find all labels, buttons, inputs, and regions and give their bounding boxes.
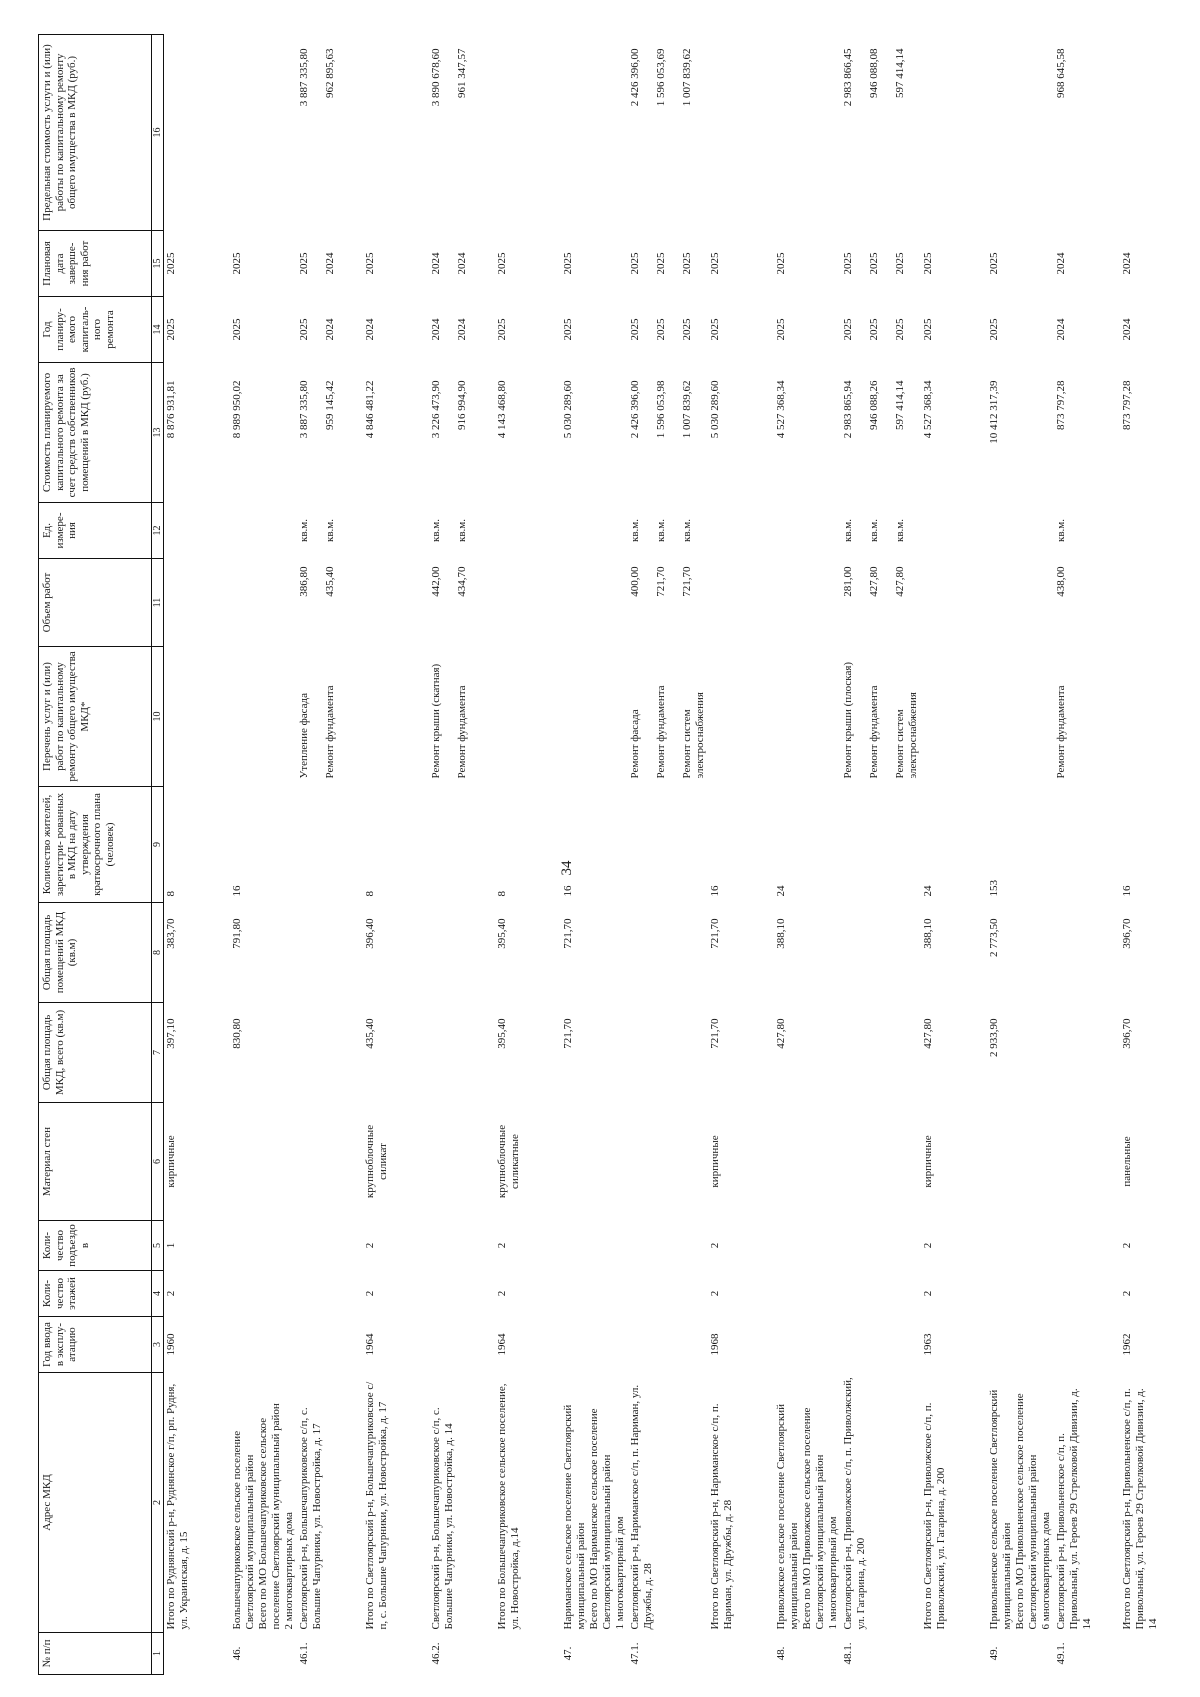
- table-cell: [1054, 903, 1120, 1003]
- table-cell: [841, 1317, 921, 1373]
- table-cell: [164, 1633, 231, 1675]
- column-header-12: Ед. измере- ния: [39, 503, 152, 559]
- table-cell: 396,40: [364, 918, 376, 949]
- table-cell: 46.: [231, 1646, 243, 1661]
- column-header-2: Адрес МКД: [39, 1373, 152, 1633]
- table-cell: 2025 2024: [298, 318, 336, 341]
- table-cell: Итого по Светлоярский р-н, Привольненское с/п, п. Привольный, ул. Героев 29 Стрелковой Дивизии, д. 14: [1121, 1388, 1159, 1630]
- table-cell: 1962: [1121, 1333, 1133, 1356]
- table-cell: [987, 35, 1054, 231]
- column-header-14: Год планиру- емого капиталь- ного ремонта: [39, 297, 152, 363]
- table-cell: [1120, 35, 1186, 231]
- column-header-7: Общая площадь МКД, всего (кв.м): [39, 1003, 152, 1103]
- column-number-14: 14: [152, 297, 164, 363]
- table-cell: 873 797,28: [1055, 380, 1067, 430]
- table-cell: [774, 559, 841, 647]
- table-cell: Итого по Светлоярский р-н, Большечапуриковское с/п, с. Большие Чапурники, ул. Новостройка, д. 17: [364, 1381, 389, 1630]
- table-cell: [230, 503, 297, 559]
- table-cell: [561, 1221, 628, 1271]
- table-cell: [774, 1221, 841, 1271]
- table-cell: 2025 2025 2025: [629, 318, 693, 341]
- table-cell: [561, 647, 628, 787]
- table-cell: 396,70: [1121, 1018, 1133, 1049]
- table-cell: [561, 35, 628, 231]
- table-cell: 2025: [231, 252, 243, 275]
- table-cell: 2024 2024: [430, 252, 468, 275]
- table-cell: 721,70: [562, 1018, 574, 1049]
- table-cell: 873 797,28: [1121, 380, 1133, 430]
- table-cell: 47.: [562, 1646, 574, 1661]
- table-cell: 2025: [922, 252, 934, 275]
- table-cell: Итого по Большечапуриковское сельское поселение, ул. Новостройка, д.14: [496, 1383, 521, 1630]
- table-cell: [774, 1103, 841, 1221]
- table-cell: [495, 559, 561, 647]
- table-cell: [774, 1317, 841, 1373]
- table-cell: 3 226 473,90 916 994,90: [430, 380, 468, 439]
- table-cell: [164, 647, 231, 787]
- table-row: [841, 35, 921, 1675]
- table-cell: [297, 1271, 363, 1317]
- table-cell: [230, 559, 297, 647]
- table-cell: [1054, 787, 1120, 903]
- table-row: [561, 35, 628, 1675]
- table-cell: 2025 2025 2025: [629, 252, 693, 275]
- table-cell: 46.1.: [298, 1642, 310, 1665]
- table-cell: [363, 35, 429, 231]
- column-header-1: № п/п: [39, 1633, 152, 1675]
- table-cell: 10 412 317,39: [988, 380, 1000, 444]
- table-cell: Ремонт крыши (скатная) Ремонт фундамента: [430, 663, 468, 779]
- table-cell: 3 887 335,80 962 895,63: [298, 48, 336, 107]
- table-cell: 8 989 950,02: [231, 380, 243, 439]
- table-cell: [1054, 1221, 1120, 1271]
- table-cell: [921, 35, 987, 231]
- capital-repair-table: [38, 34, 1186, 1675]
- table-cell: 2025: [709, 318, 721, 341]
- table-cell: Светлоярский р-н, Большечапуриковское с/п, с. Большие Чапурники, ул. Новостройка, д. 17: [298, 1407, 323, 1630]
- table-cell: [429, 1221, 495, 1271]
- table-cell: [230, 35, 297, 231]
- table-row: [1120, 35, 1186, 1675]
- table-cell: [297, 1103, 363, 1221]
- table-cell: 2024: [1121, 252, 1133, 275]
- table-cell: [921, 647, 987, 787]
- table-cell: [841, 787, 921, 903]
- table-cell: [297, 1317, 363, 1373]
- table-cell: 2025: [562, 252, 574, 275]
- table-cell: [628, 1003, 708, 1103]
- table-cell: 16: [562, 885, 574, 897]
- table-cell: [230, 1271, 297, 1317]
- table-cell: [1054, 1271, 1120, 1317]
- table-cell: 5 030 289,60: [709, 380, 721, 439]
- table-cell: Светлоярский р-н, Большечапуриковское с/п, с. Большие Чапурники, ул. Новостройка, д. 14: [430, 1407, 455, 1630]
- table-cell: [921, 559, 987, 647]
- table-cell: Утепление фасада Ремонт фундамента: [298, 685, 336, 779]
- column-number-12: 12: [152, 503, 164, 559]
- table-row: [987, 35, 1054, 1675]
- table-cell: 2025: [562, 318, 574, 341]
- table-cell: 2025: [709, 252, 721, 275]
- table-cell: 2: [922, 1242, 934, 1249]
- column-number-row: [152, 35, 164, 1675]
- table-cell: 2024: [364, 318, 376, 341]
- table-cell: [230, 1221, 297, 1271]
- column-header-5: Коли- чество подъездо в: [39, 1221, 152, 1271]
- table-cell: [774, 1271, 841, 1317]
- table-cell: [921, 1633, 987, 1675]
- column-header-15: Плановая дата заверше- ния работ: [39, 231, 152, 297]
- table-cell: [1120, 503, 1186, 559]
- table-cell: 4 527 368,34: [775, 380, 787, 439]
- table-cell: 2025: [988, 318, 1000, 341]
- table-cell: [230, 1317, 297, 1373]
- table-cell: 2025 2025 2025: [842, 318, 906, 341]
- table-cell: 721,70: [709, 918, 721, 949]
- table-cell: [1120, 1633, 1186, 1675]
- table-body: [164, 35, 1187, 1675]
- table-cell: Ремонт фундамента: [1055, 685, 1067, 779]
- table-cell: 8 876 931,81: [165, 380, 177, 439]
- table-cell: 386,80 435,40: [298, 566, 336, 597]
- table-cell: [429, 1003, 495, 1103]
- table-row: [495, 35, 561, 1675]
- table-cell: 2025: [165, 318, 177, 341]
- table-cell: 438,00: [1055, 566, 1067, 597]
- table-cell: 8: [364, 891, 376, 897]
- column-header-4: Коли- чество этажей: [39, 1271, 152, 1317]
- table-cell: Светлоярский р-н, Привольненское с/п, п. Привольный, ул. Героев 29 Стрелковой Дивизии, д. 14: [1055, 1388, 1093, 1630]
- table-row: [429, 35, 495, 1675]
- table-cell: [628, 1271, 708, 1317]
- column-number-1: 1: [152, 1633, 164, 1675]
- table-cell: 4 846 481,22: [364, 380, 376, 439]
- table-cell: [363, 647, 429, 787]
- table-cell: [297, 903, 363, 1003]
- table-cell: 427,80: [922, 1018, 934, 1049]
- column-number-15: 15: [152, 231, 164, 297]
- table-cell: [708, 647, 774, 787]
- table-cell: 1968: [709, 1333, 721, 1356]
- column-number-11: 11: [152, 559, 164, 647]
- table-cell: 24: [922, 885, 934, 897]
- table-cell: 388,10: [922, 918, 934, 949]
- column-header-3: Год ввода в эксплу- атацию: [39, 1317, 152, 1373]
- table-cell: [708, 35, 774, 231]
- table-cell: 2: [496, 1242, 508, 1249]
- column-number-3: 3: [152, 1317, 164, 1373]
- column-number-2: 2: [152, 1373, 164, 1633]
- table-cell: [987, 503, 1054, 559]
- table-cell: 49.: [988, 1646, 1000, 1661]
- table-cell: [708, 503, 774, 559]
- table-cell: 1964: [496, 1333, 508, 1356]
- table-cell: 830,80: [231, 1018, 243, 1049]
- table-cell: 2024: [1055, 252, 1067, 275]
- table-cell: Светлоярский р-н, Приволжское с/п, п. Приволжский, ул. Гагарина, д. 200: [842, 1377, 867, 1630]
- table-cell: [164, 35, 231, 231]
- table-cell: 5 030 289,60: [562, 380, 574, 439]
- table-cell: [987, 647, 1054, 787]
- table-cell: 2: [364, 1290, 376, 1297]
- table-cell: [987, 1103, 1054, 1221]
- table-cell: [363, 503, 429, 559]
- table-row: [921, 35, 987, 1675]
- table-row: [1054, 35, 1120, 1675]
- table-cell: [628, 1317, 708, 1373]
- table-cell: [628, 1103, 708, 1221]
- column-number-8: 8: [152, 903, 164, 1003]
- table-cell: кв.м. кв.м.: [430, 519, 468, 542]
- table-cell: 400,00 721,70 721,70: [629, 566, 693, 597]
- table-cell: [841, 1221, 921, 1271]
- table-cell: 383,70: [165, 918, 177, 949]
- table-cell: [561, 559, 628, 647]
- table-cell: 4 143 468,80: [496, 380, 508, 439]
- table-cell: 153: [988, 880, 1000, 897]
- table-cell: [297, 1003, 363, 1103]
- table-cell: [708, 1633, 774, 1675]
- table-cell: Итого по Светлоярский р-н, Нариманское с/п, п. Нариман, ул. Дружбы, д. 28: [709, 1403, 734, 1630]
- table-cell: 2: [1121, 1242, 1133, 1249]
- table-cell: Итого по Руднянский р-н, Руднянское г/п, рп. Рудня, ул. Украинская, д. 15: [165, 1383, 190, 1630]
- table-cell: кирпичные: [165, 1135, 177, 1188]
- table-cell: [774, 35, 841, 231]
- table-row: [708, 35, 774, 1675]
- table-row: [230, 35, 297, 1675]
- table-cell: 2025: [165, 252, 177, 275]
- table-cell: [429, 1103, 495, 1221]
- table-cell: 2024: [1121, 318, 1133, 341]
- table-cell: 8: [496, 891, 508, 897]
- table-cell: 2025: [364, 252, 376, 275]
- table-cell: 2025: [988, 252, 1000, 275]
- table-row: [628, 35, 708, 1675]
- table-cell: 397,10: [165, 1018, 177, 1049]
- column-header-10: Перечень услуг и (или) работ по капитальному ремонту общего имущества МКД*: [39, 647, 152, 787]
- table-cell: 2025 2025 2025: [842, 252, 906, 275]
- table-cell: [987, 1317, 1054, 1373]
- header-row: [39, 35, 152, 1675]
- column-number-4: 4: [152, 1271, 164, 1317]
- table-cell: [921, 503, 987, 559]
- table-cell: 16: [231, 885, 243, 897]
- table-cell: 49.1.: [1055, 1642, 1067, 1665]
- column-header-8: Общая площадь помещений МКД (кв.м): [39, 903, 152, 1003]
- table-cell: [841, 1103, 921, 1221]
- table-cell: [561, 1317, 628, 1373]
- table-cell: 2: [1121, 1290, 1133, 1297]
- table-cell: панельные: [1121, 1136, 1133, 1187]
- table-cell: [774, 503, 841, 559]
- table-cell: 48.: [775, 1646, 787, 1661]
- table-cell: [561, 503, 628, 559]
- table-cell: [164, 559, 231, 647]
- column-header-6: Материал стен: [39, 1103, 152, 1221]
- table-cell: 2 426 396,00 1 596 053,69 1 007 839,62: [629, 48, 693, 107]
- table-cell: 442,00 434,70: [430, 566, 468, 597]
- table-cell: 2024: [1055, 318, 1067, 341]
- table-cell: [774, 647, 841, 787]
- table-cell: 2: [709, 1290, 721, 1297]
- table-cell: кв.м. кв.м. кв.м.: [842, 519, 906, 542]
- table-cell: 968 645,58: [1055, 48, 1067, 98]
- table-cell: Ремонт крыши (плоская) Ремонт фундамента Ремонт систем электроснабжения: [842, 661, 919, 779]
- table-cell: [495, 1633, 561, 1675]
- table-cell: 2: [709, 1242, 721, 1249]
- table-cell: 1964: [364, 1333, 376, 1356]
- table-cell: Ремонт фасада Ремонт фундамента Ремонт систем электроснабжения: [629, 685, 706, 779]
- table-cell: 2: [165, 1290, 177, 1297]
- table-cell: [297, 1221, 363, 1271]
- table-cell: 3 890 678,60 961 347,57: [430, 48, 468, 107]
- table-row: [297, 35, 363, 1675]
- table-cell: 47.1.: [629, 1642, 641, 1665]
- table-cell: 8: [165, 891, 177, 897]
- table-cell: [1120, 559, 1186, 647]
- table-cell: 435,40: [364, 1018, 376, 1049]
- table-cell: 46.2.: [430, 1642, 442, 1665]
- table-cell: [164, 503, 231, 559]
- table-cell: 16: [709, 885, 721, 897]
- table-cell: 1960: [165, 1333, 177, 1356]
- table-cell: Большечапуриковское сельское поселение Светлоярский муниципальный район Всего по МО Большечапуриковское сельское поселение Светлоярский муниципальный район 2 многоквартирных дома: [231, 1403, 295, 1630]
- table-cell: [429, 787, 495, 903]
- table-cell: 388,10: [775, 918, 787, 949]
- table-cell: 2 933,90: [988, 1018, 1000, 1057]
- table-cell: [1120, 647, 1186, 787]
- table-cell: [363, 559, 429, 647]
- table-cell: 395,40: [496, 918, 508, 949]
- rotated-table-area: [38, 35, 1188, 1675]
- table-cell: [363, 1633, 429, 1675]
- column-header-13: Стоимость планируемого капитального ремонта за счет средств собственников помещений в МКД (руб.): [39, 363, 152, 503]
- table-cell: [841, 1271, 921, 1317]
- table-cell: [561, 1271, 628, 1317]
- table-cell: крупноблочные силикат: [364, 1124, 389, 1199]
- table-cell: 24: [775, 885, 787, 897]
- table-cell: 2024 2024: [430, 318, 468, 341]
- table-cell: 3 887 335,80 959 145,42: [298, 380, 336, 439]
- table-cell: [841, 903, 921, 1003]
- table-cell: 48.1.: [842, 1642, 854, 1665]
- table-cell: 2025: [496, 252, 508, 275]
- table-cell: 2025: [496, 318, 508, 341]
- table-cell: [230, 1103, 297, 1221]
- table-cell: [1054, 1003, 1120, 1103]
- table-cell: кв.м. кв.м. кв.м.: [629, 519, 693, 542]
- table-cell: 281,00 427,80 427,80: [842, 566, 906, 597]
- table-cell: [230, 647, 297, 787]
- table-row: [164, 35, 231, 1675]
- column-number-9: 9: [152, 787, 164, 903]
- table-cell: [708, 559, 774, 647]
- table-cell: 396,70: [1121, 918, 1133, 949]
- table-cell: Приволжское сельское поселение Светлоярский муниципальный район Всего по МО Приволжское сельское поселение Светлоярский муниципальный район 1 многоквартирный дом: [775, 1403, 839, 1630]
- table-row: [774, 35, 841, 1675]
- table-cell: [1054, 1103, 1120, 1221]
- table-cell: [495, 503, 561, 559]
- table-cell: [429, 903, 495, 1003]
- table-cell: 2 983 865,94 946 088,26 597 414,14: [842, 380, 906, 439]
- table-cell: Нариманское сельское поселение Светлоярский муниципальный район Всего по МО Нариманское сельское поселение Светлоярский муниципальный район 1 многоквартирный дом: [562, 1404, 626, 1630]
- table-cell: [987, 1271, 1054, 1317]
- table-cell: 1963: [922, 1333, 934, 1356]
- table-cell: 4 527 368,34: [922, 380, 934, 439]
- table-cell: 395,40: [496, 1018, 508, 1049]
- table-cell: 16: [1121, 885, 1133, 897]
- table-cell: [495, 35, 561, 231]
- table-cell: 2 773,50: [988, 918, 1000, 957]
- table-cell: 721,70: [562, 918, 574, 949]
- column-number-6: 6: [152, 1103, 164, 1221]
- table-cell: 2025: [922, 318, 934, 341]
- table-cell: [987, 559, 1054, 647]
- table-cell: 2 983 866,45 946 088,08 597 414,14: [842, 48, 906, 107]
- table-cell: 2025: [775, 318, 787, 341]
- table-cell: кв.м. кв.м.: [298, 519, 336, 542]
- table-cell: кв.м.: [1055, 519, 1067, 542]
- table-cell: 2: [364, 1242, 376, 1249]
- table-cell: 2: [496, 1290, 508, 1297]
- column-header-16: Предельная стоимость услуги и (или) работы по капитальному ремонту общего имущества в МКД (руб.): [39, 35, 152, 231]
- column-number-16: 16: [152, 35, 164, 231]
- column-header-9: Количество жителей, зарегистри- рованных в МКД на дату утверждения краткосрочного плана (человек): [39, 787, 152, 903]
- table-cell: 721,70: [709, 1018, 721, 1049]
- table-cell: 427,80: [775, 1018, 787, 1049]
- column-number-7: 7: [152, 1003, 164, 1103]
- table-cell: кирпичные: [922, 1135, 934, 1188]
- table-cell: 2: [922, 1290, 934, 1297]
- table-cell: [429, 1271, 495, 1317]
- column-header-11: Объем работ: [39, 559, 152, 647]
- table-cell: [841, 1003, 921, 1103]
- column-number-10: 10: [152, 647, 164, 787]
- table-cell: 2025 2024: [298, 252, 336, 275]
- table-cell: [429, 1317, 495, 1373]
- table-cell: кирпичные: [709, 1135, 721, 1188]
- table-cell: [628, 787, 708, 903]
- table-cell: [628, 1221, 708, 1271]
- table-cell: [987, 1221, 1054, 1271]
- table-cell: Итого по Светлоярский р-н, Приволжское с/п, п. Приволжский, ул. Гагарина, д. 200: [922, 1402, 947, 1630]
- table-cell: [561, 1103, 628, 1221]
- table-cell: [297, 787, 363, 903]
- table-cell: 2 426 396,00 1 596 053,98 1 007 839,62: [629, 380, 693, 439]
- column-number-5: 5: [152, 1221, 164, 1271]
- table-cell: 791,80: [231, 918, 243, 949]
- table-cell: Светлоярский р-н, Нариманское с/п, п. Нариман, ул. Дружбы, д. 28: [629, 1384, 654, 1630]
- column-number-13: 13: [152, 363, 164, 503]
- table-cell: [1054, 1317, 1120, 1373]
- table-cell: [628, 903, 708, 1003]
- table-cell: Привольненское сельское поселение Светлоярский муниципальный район Всего по МО Привольненское сельское поселение Светлоярский муниципальный район 6 многоквартирных дома: [988, 1389, 1052, 1630]
- table-row: [363, 35, 429, 1675]
- table-cell: крупноблочные силикатные: [496, 1124, 521, 1199]
- page-number: 34: [559, 860, 575, 876]
- table-cell: 2025: [231, 318, 243, 341]
- table-cell: 2025: [775, 252, 787, 275]
- table-cell: 1: [165, 1242, 177, 1249]
- table-cell: [495, 647, 561, 787]
